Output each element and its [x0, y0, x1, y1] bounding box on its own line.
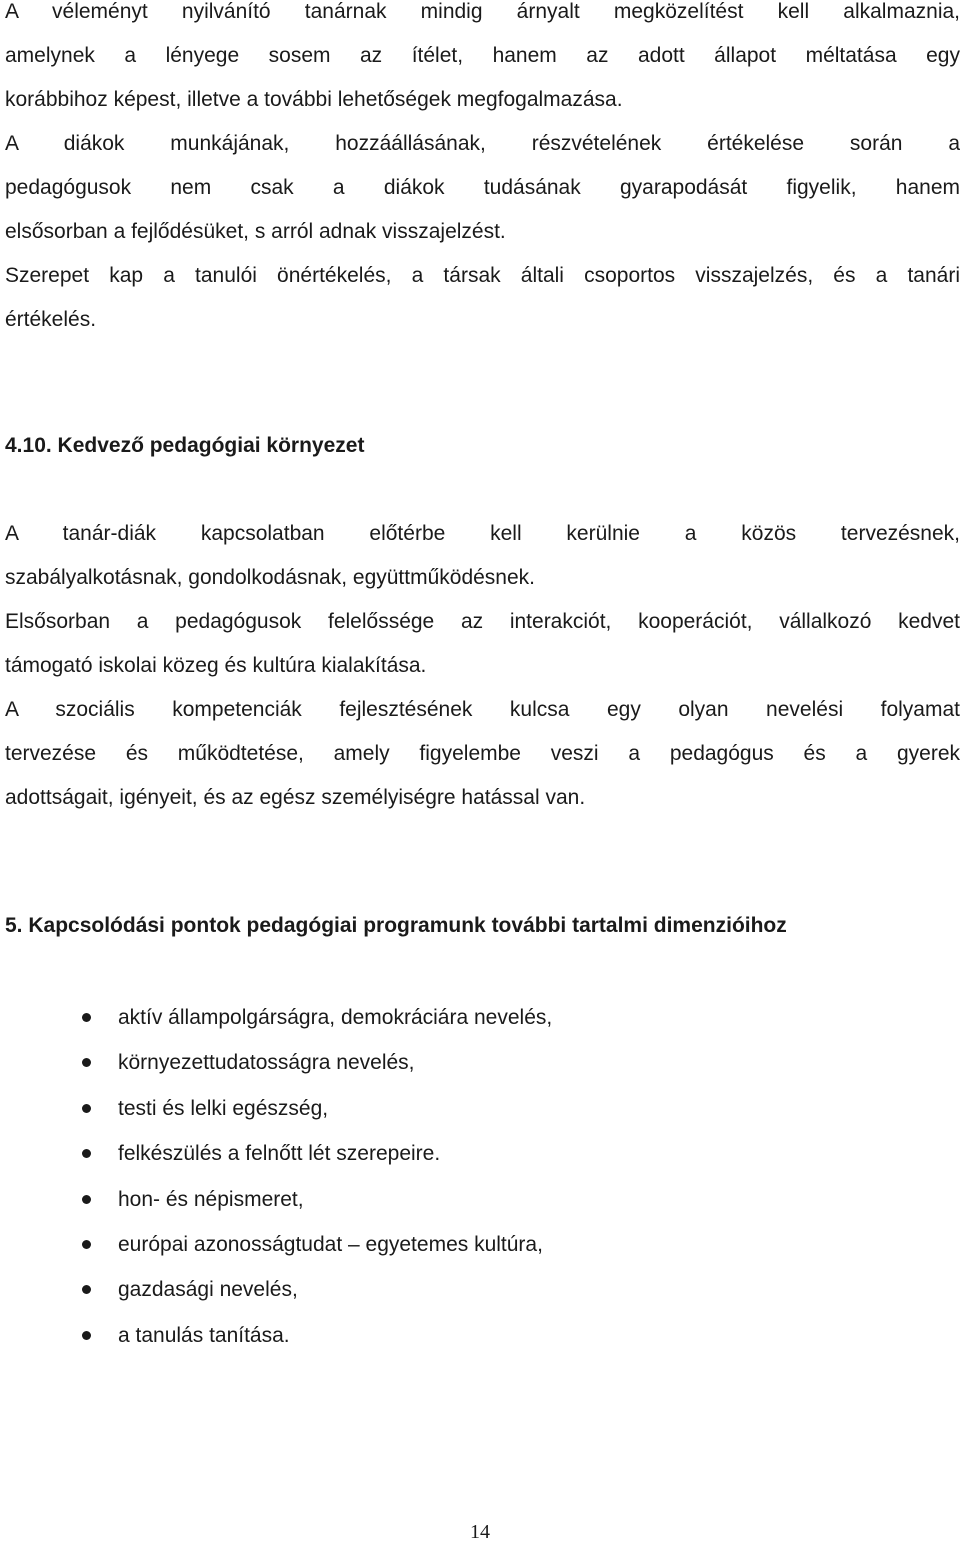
paragraph-line: elsősorban a fejlődésüket, s arról adnak visszajelzést.	[5, 220, 506, 243]
list-item-text: a tanulás tanítása.	[118, 1323, 290, 1347]
bullet-icon	[82, 1013, 91, 1022]
paragraph-line: pedagógusok nem csak a diákok tudásának gyarapodását figyelik, hanem	[5, 176, 960, 199]
list-item-text: környezettudatosságra nevelés,	[118, 1051, 415, 1075]
bullet-icon	[82, 1195, 91, 1204]
bullet-icon	[82, 1058, 91, 1067]
paragraph-line: A véleményt nyilvánító tanárnak mindig árnyalt megközelítést kell alkalmaznia,	[5, 0, 960, 23]
list-item	[0, 1177, 960, 1222]
list-item	[0, 1086, 960, 1131]
list-item-text: aktív állampolgárságra, demokráciára nevelés,	[118, 1006, 553, 1029]
section-heading-5: 5. Kapcsolódási pontok pedagógiai programunk további tartalmi dimenzióihoz	[5, 914, 787, 937]
paragraph-line: korábbihoz képest, illetve a további lehetőségek megfogalmazása.	[5, 88, 623, 111]
list-item-text: testi és lelki egészség,	[118, 1096, 329, 1120]
paragraph-line: szabályalkotásnak, gondolkodásnak, együttműködésnek.	[5, 566, 536, 589]
paragraph-line: támogató iskolai közeg és kultúra kialakítása.	[5, 654, 427, 677]
list-item-text: felkészülés a felnőtt lét szerepeire.	[118, 1142, 441, 1166]
paragraph-line: adottságait, igényeit, és az egész személyiségre hatással van.	[5, 786, 586, 809]
paragraph-line: értékelés.	[5, 308, 97, 331]
bullet-icon	[82, 1149, 91, 1158]
paragraph-line: Szerepet kap a tanulói önértékelés, a társak általi csoportos visszajelzés, és a tanári	[5, 264, 960, 287]
list-item	[0, 1040, 960, 1085]
bullet-icon	[82, 1285, 91, 1294]
section-heading-4-10: 4.10. Kedvező pedagógiai környezet	[5, 434, 365, 457]
list-item	[0, 995, 960, 1040]
paragraph-line: A szociális kompetenciák fejlesztésének kulcsa egy olyan nevelési folyamat	[5, 698, 960, 721]
list-item	[0, 1313, 960, 1358]
list-item-text: hon- és népismeret,	[118, 1187, 304, 1211]
list-item-text: európai azonosságtudat – egyetemes kultúra,	[118, 1232, 543, 1256]
bullet-icon	[82, 1240, 91, 1249]
paragraph-line: A diákok munkájának, hozzáállásának, részvételének értékelése során a	[5, 132, 960, 155]
list-item	[0, 1131, 960, 1176]
environment-paragraph	[5, 512, 960, 820]
paragraph-line: tervezése és működtetése, amely figyelembe veszi a pedagógus és a gyerek	[5, 742, 960, 765]
bullet-icon	[82, 1104, 91, 1113]
list-item	[0, 1267, 960, 1312]
bullet-icon	[82, 1331, 91, 1340]
paragraph-line: A tanár-diák kapcsolatban előtérbe kell kerülnie a közös tervezésnek,	[5, 522, 960, 545]
list-item	[0, 1222, 960, 1267]
dimensions-bullet-list	[0, 995, 960, 1358]
list-item-text: gazdasági nevelés,	[118, 1278, 298, 1302]
paragraph-line: Elsősorban a pedagógusok felelőssége az interakciót, kooperációt, vállalkozó kedvet	[5, 610, 960, 633]
paragraph-line: amelynek a lényege sosem az ítélet, hanem az adott állapot méltatása egy	[5, 44, 960, 67]
page-number: 14	[470, 1521, 490, 1543]
evaluation-paragraph	[5, 0, 960, 342]
